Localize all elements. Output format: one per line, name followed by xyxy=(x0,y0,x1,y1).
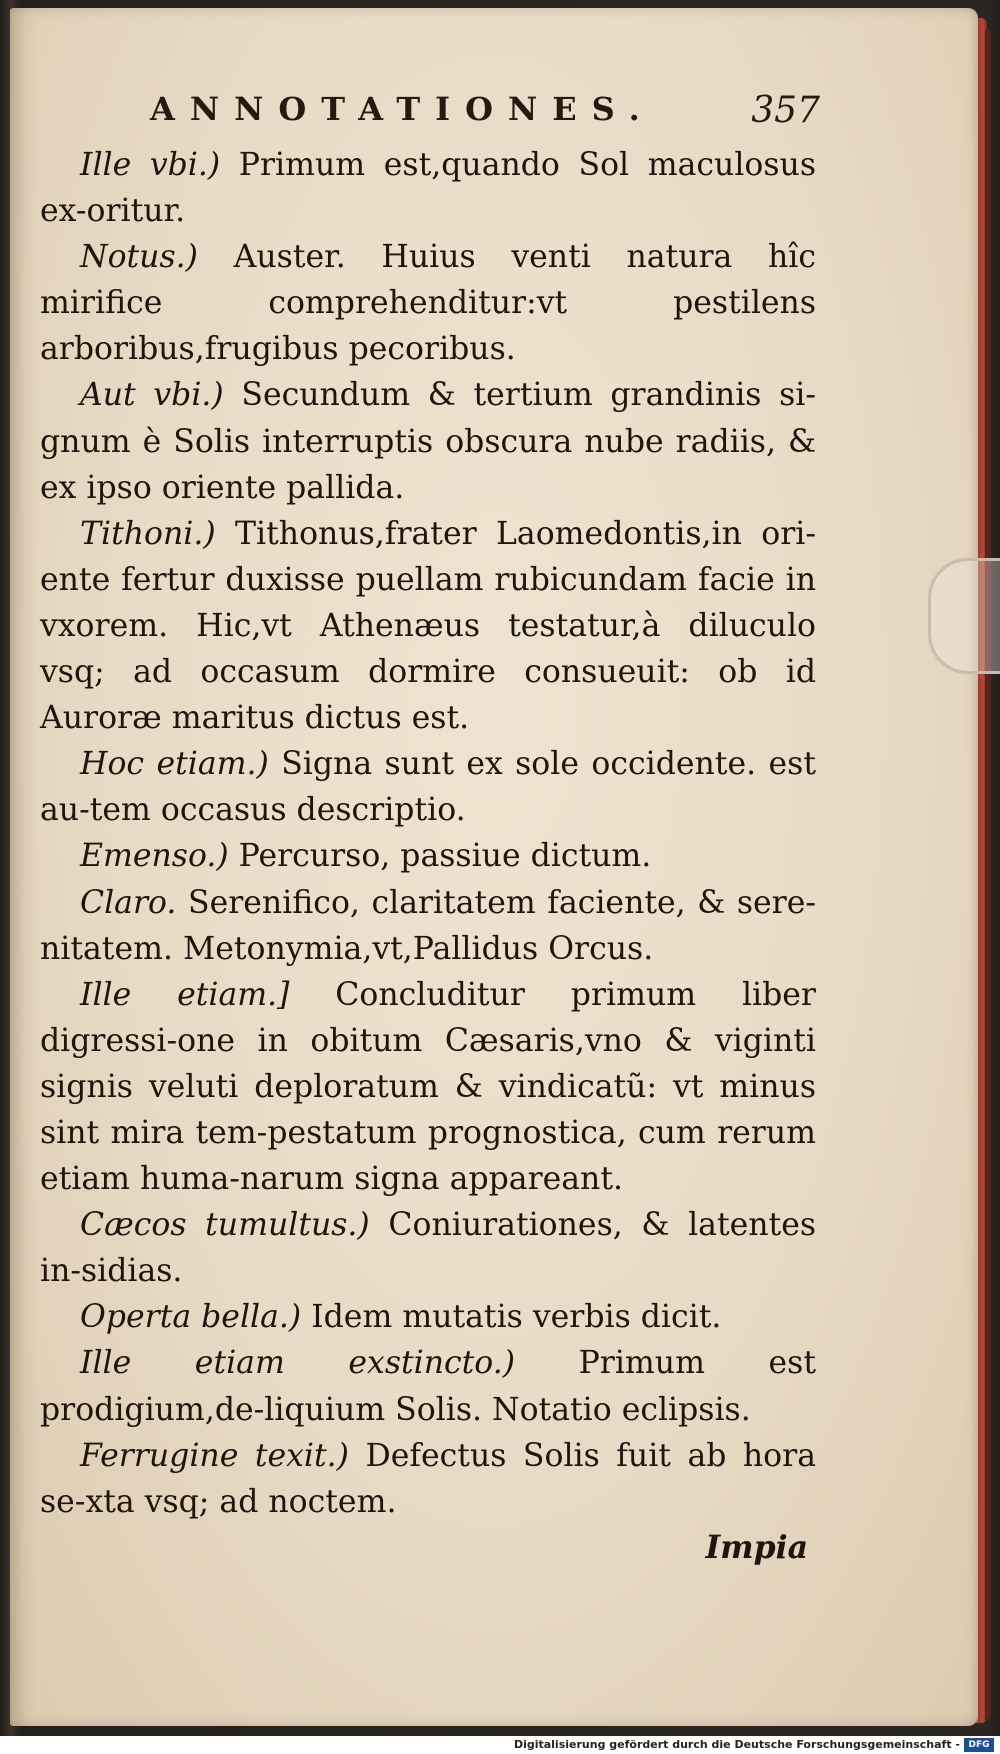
annotation-entry xyxy=(40,234,816,372)
page-header xyxy=(150,90,820,134)
lemma: Cæcos tumultus.) xyxy=(80,1207,370,1244)
gloss: Secundum & tertium grandinis si-gnum è Solis interruptis obscura nube radiis, & ex ipso oriente pallida. xyxy=(40,377,816,506)
gloss: Coniurationes, & latentes in-sidias. xyxy=(40,1207,816,1290)
gloss: Concluditur primum liber digressi-one in obitum Cæsaris,vno & viginti signis veluti deploratum & vindicatũ: vt minus sint mira tem-pestatum prognostica, cum rerum etiam huma-narum signa appareant. xyxy=(40,976,816,1198)
gloss: Primum est,quando Sol maculosus ex-oritur. xyxy=(40,147,816,230)
annotation-entry xyxy=(40,741,816,833)
gloss: Auster. Huius venti natura hîc mirifice comprehenditur:vt pestilens arboribus,frugibus pecoribus. xyxy=(40,239,816,368)
lemma: Notus.) xyxy=(80,239,198,276)
annotation-text xyxy=(40,142,816,1571)
lemma: Ille vbi.) xyxy=(80,147,221,183)
annotation-entry xyxy=(40,511,816,741)
gloss: Percurso, passiue dictum. xyxy=(228,838,652,875)
lemma: Hoc etiam.) xyxy=(80,746,269,783)
lemma: Aut vbi.) xyxy=(80,377,224,414)
lemma: Ille etiam exstincto.) xyxy=(80,1345,516,1382)
gloss: Primum est prodigium,de-liquium Solis. Notatio eclipsis. xyxy=(40,1345,816,1428)
annotation-entry xyxy=(40,833,816,879)
catchword: Impia xyxy=(705,1528,808,1566)
lemma: Claro. xyxy=(80,884,177,921)
gloss: Serenifico, claritatem faciente, & sere-nitatem. Metonymia,vt,Pallidus Orcus. xyxy=(40,884,816,967)
lemma: Ille etiam.] xyxy=(80,976,290,1013)
gloss: Tithonus,frater Laomedontis,in ori-ente fertur duxisse puellam rubicundam facie in vxorem. Hic,vt Athenæus testatur,à diluculo vsq; ad occasum dormire consueuit: ob id Auroræ maritus dictus est. xyxy=(40,515,816,737)
annotation-entry xyxy=(40,142,816,234)
annotation-entry xyxy=(40,1340,816,1432)
lemma: Operta bella.) xyxy=(80,1299,302,1336)
annotation-entry xyxy=(40,1202,816,1294)
book-cover-edge xyxy=(985,30,991,1720)
gloss: Defectus Solis fuit ab hora se-xta vsq; ad noctem. xyxy=(40,1437,816,1520)
annotation-entry xyxy=(40,972,816,1202)
lemma: Emenso.) xyxy=(80,838,229,875)
lemma: Ferrugine texit.) xyxy=(80,1437,349,1474)
annotation-entry xyxy=(40,372,816,510)
digitization-credit: Digitalisierung gefördert durch die Deutsche Forschungsgemeinschaft - xyxy=(513,1738,960,1751)
page-number: 357 xyxy=(751,90,820,131)
annotation-entry xyxy=(40,1294,816,1340)
running-title: ANNOTATIONES. xyxy=(150,90,655,128)
gloss: Signa sunt ex sole occidente. est au-tem occasus descriptio. xyxy=(40,746,816,829)
gloss: Idem mutatis verbis dicit. xyxy=(301,1299,722,1336)
annotation-entry xyxy=(40,1433,816,1525)
annotation-entry xyxy=(40,880,816,972)
book-clasp xyxy=(928,558,1000,674)
dfg-logo: DFG xyxy=(964,1738,994,1752)
lemma: Tithoni.) xyxy=(80,515,216,552)
